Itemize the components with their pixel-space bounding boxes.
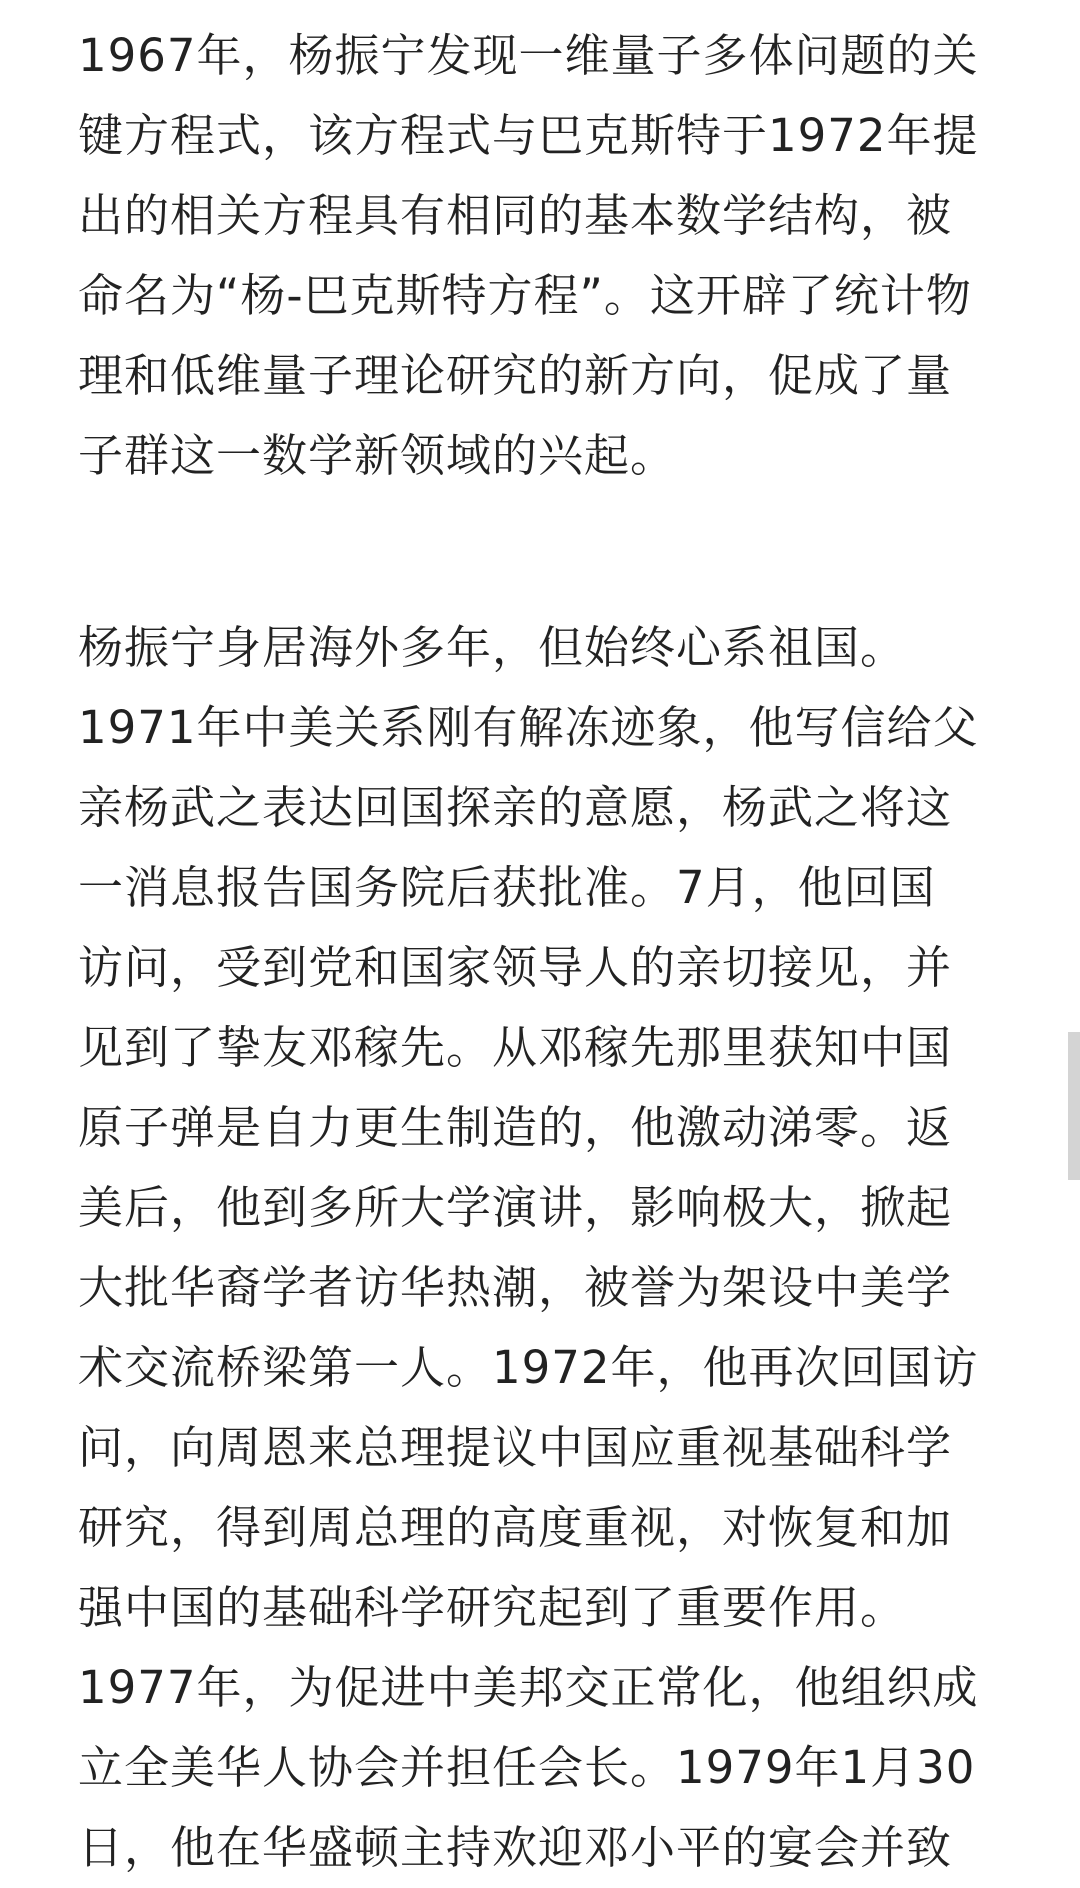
text-line: 美后，他到多所大学演讲，影响极大，掀起 (78, 1181, 953, 1234)
scrollbar-thumb[interactable] (1068, 1032, 1080, 1180)
text-line: 见到了挚友邓稼先。从邓稼先那里获知中国 (78, 1021, 953, 1074)
paragraph-2 (78, 608, 1002, 1888)
text-line: 出的相关方程具有相同的基本数学结构，被 (78, 189, 953, 242)
text-line: 大批华裔学者访华热潮，被誉为架设中美学 (78, 1261, 953, 1314)
text-line: 1971年中美关系刚有解冻迹象，他写信给父 (78, 701, 979, 754)
text-line: 1967年，杨振宁发现一维量子多体问题的关 (78, 29, 979, 82)
text-line: 立全美华人协会并担任会长。1979年1月30 (78, 1741, 976, 1794)
text-line: 1977年，为促进中美邦交正常化，他组织成 (78, 1661, 979, 1714)
text-line: 原子弹是自力更生制造的，他激动涕零。返 (78, 1101, 953, 1154)
text-line: 日，他在华盛顿主持欢迎邓小平的宴会并致 (78, 1821, 953, 1874)
text-line: 研究，得到周总理的高度重视，对恢复和加 (78, 1501, 953, 1554)
paragraph-1 (78, 16, 1002, 496)
text-line: 命名为“杨-巴克斯特方程”。这开辟了统计物 (78, 269, 972, 322)
text-line: 问，向周恩来总理提议中国应重视基础科学 (78, 1421, 953, 1474)
paragraph-spacer (78, 496, 1002, 608)
text-line: 理和低维量子理论研究的新方向，促成了量 (78, 349, 953, 402)
text-line: 一消息报告国务院后获批准。7月，他回国 (78, 861, 936, 914)
text-line: 亲杨武之表达回国探亲的意愿，杨武之将这 (78, 781, 953, 834)
text-line: 强中国的基础科学研究起到了重要作用。 (78, 1581, 907, 1634)
text-line: 术交流桥梁第一人。1972年，他再次回国访 (78, 1341, 979, 1394)
article-body (78, 16, 1002, 1888)
text-line: 子群这一数学新领域的兴起。 (78, 429, 677, 482)
text-line: 键方程式，该方程式与巴克斯特于1972年提 (78, 109, 979, 162)
text-line: 访问，受到党和国家领导人的亲切接见，并 (78, 941, 953, 994)
text-line: 杨振宁身居海外多年，但始终心系祖国。 (78, 621, 907, 674)
